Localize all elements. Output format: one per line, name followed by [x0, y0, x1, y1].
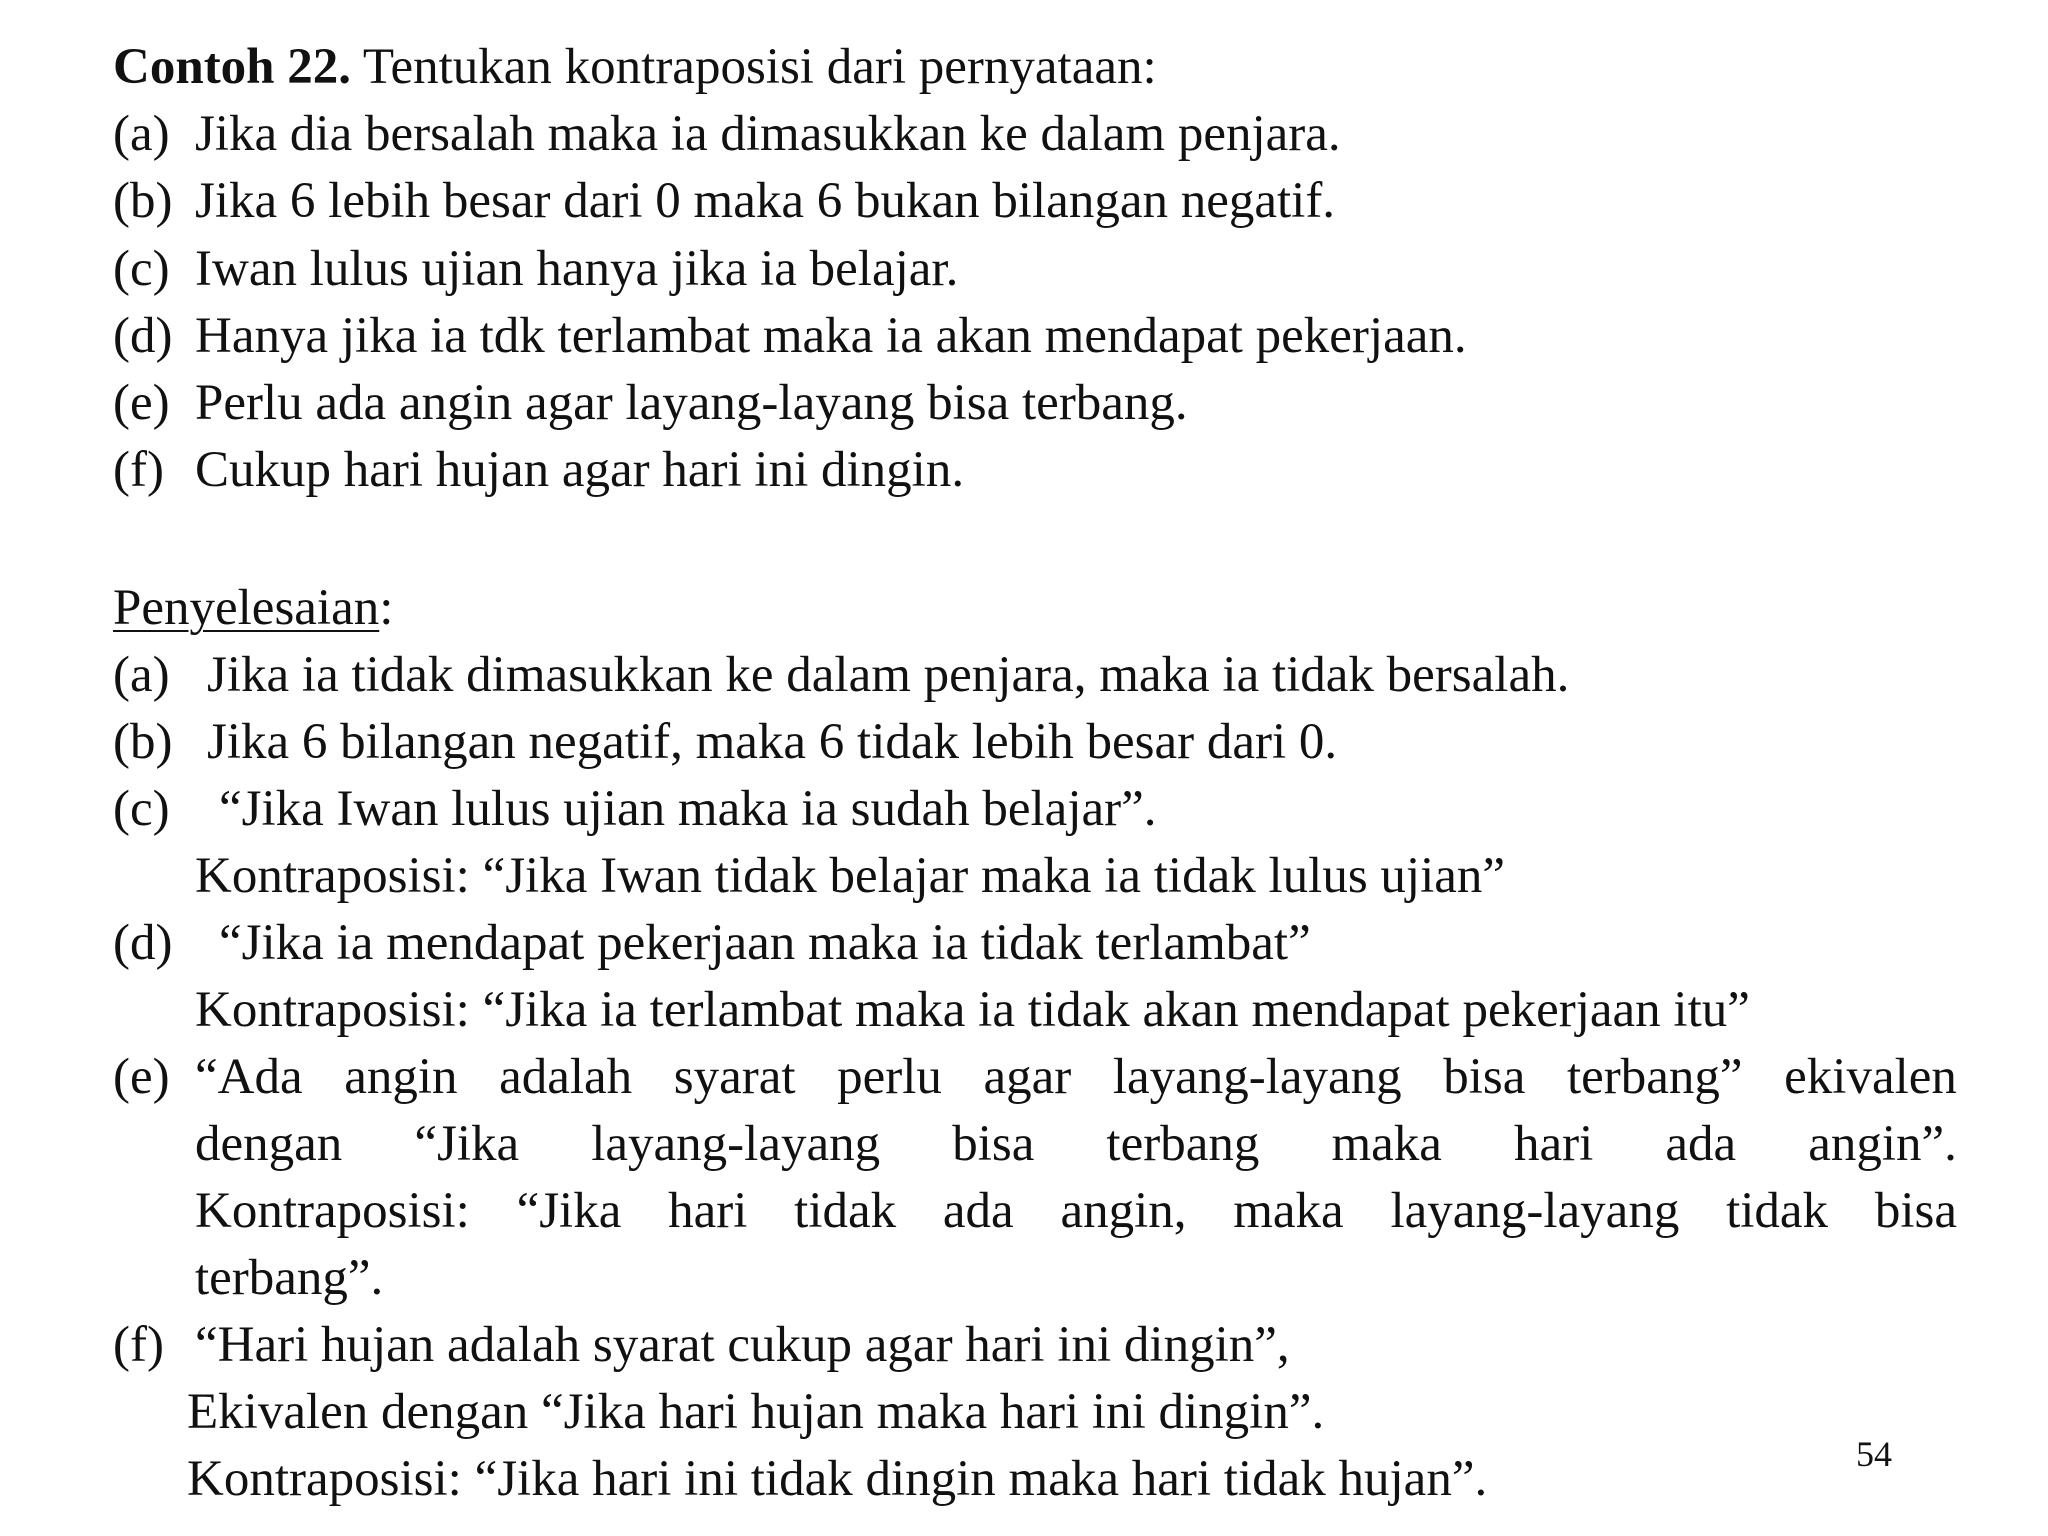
solution-colon: : — [379, 580, 394, 636]
word: tidak — [794, 1183, 897, 1239]
item-text: Jika 6 bilangan negatif, maka 6 tidak lebih besar dari 0. — [207, 714, 1338, 770]
word: “Jika — [516, 1183, 622, 1239]
solution-heading: Penyelesaian — [113, 580, 380, 636]
paragraph-line-1 — [195, 1049, 1957, 1105]
word: hari — [1513, 1116, 1594, 1172]
statement: “Jika Iwan lulus ujian maka ia sudah belajar”. — [219, 781, 1157, 837]
page-number: 54 — [1856, 1434, 1892, 1474]
word: bisa — [1443, 1049, 1526, 1105]
word: perlu — [837, 1049, 942, 1105]
paragraph-line-3 — [195, 1183, 1957, 1239]
word: agar — [983, 1049, 1072, 1105]
word: terbang” — [1567, 1049, 1743, 1105]
word: bisa — [1874, 1183, 1957, 1239]
word: layang-layang — [591, 1116, 881, 1172]
paragraph-line-2 — [195, 1116, 1957, 1172]
word: layang-layang — [1390, 1183, 1680, 1239]
word: dengan — [195, 1116, 343, 1172]
equivalent: Ekivalen dengan “Jika hari hujan maka hari ini dingin”. — [187, 1384, 1325, 1440]
item-text: Jika ia tidak dimasukkan ke dalam penjara, maka ia tidak bersalah. — [207, 647, 1570, 703]
contrapositive: Kontraposisi: “Jika Iwan tidak belajar maka ia tidak lulus ujian” — [195, 848, 1506, 904]
item-label: (e) — [113, 1049, 170, 1105]
contrapositive: Kontraposisi: “Jika ia terlambat maka ia tidak akan mendapat pekerjaan itu” — [195, 982, 1750, 1038]
word: layang-layang — [1112, 1049, 1402, 1105]
word: maka — [1233, 1183, 1344, 1239]
item-label: (c) — [113, 241, 170, 297]
word: tidak — [1726, 1183, 1829, 1239]
word: Kontraposisi: — [195, 1183, 470, 1239]
example-title — [113, 39, 1157, 95]
contrapositive: Kontraposisi: “Jika hari ini tidak dingin maka hari tidak hujan”. — [187, 1451, 1488, 1507]
item-text: Perlu ada angin agar layang-layang bisa terbang. — [195, 375, 1188, 431]
paragraph-line-4: terbang”. — [195, 1250, 384, 1306]
word: angin, — [1060, 1183, 1187, 1239]
item-label: (a) — [113, 647, 170, 703]
item-label: (f) — [113, 442, 164, 498]
item-text: Jika 6 lebih besar dari 0 maka 6 bukan bilangan negatif. — [195, 173, 1336, 229]
item-label: (d) — [113, 308, 173, 364]
word: maka — [1331, 1116, 1442, 1172]
item-label: (d) — [113, 915, 173, 971]
word: ada — [942, 1183, 1014, 1239]
item-label: (a) — [113, 106, 170, 162]
solution-title — [113, 580, 394, 636]
item-text: Jika dia bersalah maka ia dimasukkan ke dalam penjara. — [195, 106, 1341, 162]
item-text: Iwan lulus ujian hanya jika ia belajar. — [195, 241, 959, 297]
word: terbang — [1106, 1116, 1260, 1172]
item-label: (f) — [113, 1317, 164, 1373]
item-label: (e) — [113, 375, 170, 431]
word: hari — [668, 1183, 748, 1239]
word: angin — [344, 1049, 458, 1105]
statement: “Hari hujan adalah syarat cukup agar hari ini dingin”, — [195, 1317, 1290, 1373]
word: adalah — [499, 1049, 633, 1105]
example-prompt: Tentukan kontraposisi dari pernyataan: — [351, 39, 1157, 95]
word: syarat — [673, 1049, 796, 1105]
item-label: (b) — [113, 714, 173, 770]
example-heading: Contoh 22. — [113, 39, 352, 95]
item-text: Hanya jika ia tdk terlambat maka ia akan mendapat pekerjaan. — [195, 308, 1467, 364]
item-label: (b) — [113, 173, 173, 229]
item-text: Cukup hari hujan agar hari ini dingin. — [195, 442, 965, 498]
statement: “Jika ia mendapat pekerjaan maka ia tidak terlambat” — [219, 915, 1311, 971]
item-label: (c) — [113, 781, 170, 837]
word: ekivalen — [1784, 1049, 1957, 1105]
word: angin”. — [1808, 1116, 1957, 1172]
word: “Ada — [195, 1049, 303, 1105]
word: ada — [1665, 1116, 1737, 1172]
word: “Jika — [414, 1116, 520, 1172]
word: bisa — [952, 1116, 1035, 1172]
